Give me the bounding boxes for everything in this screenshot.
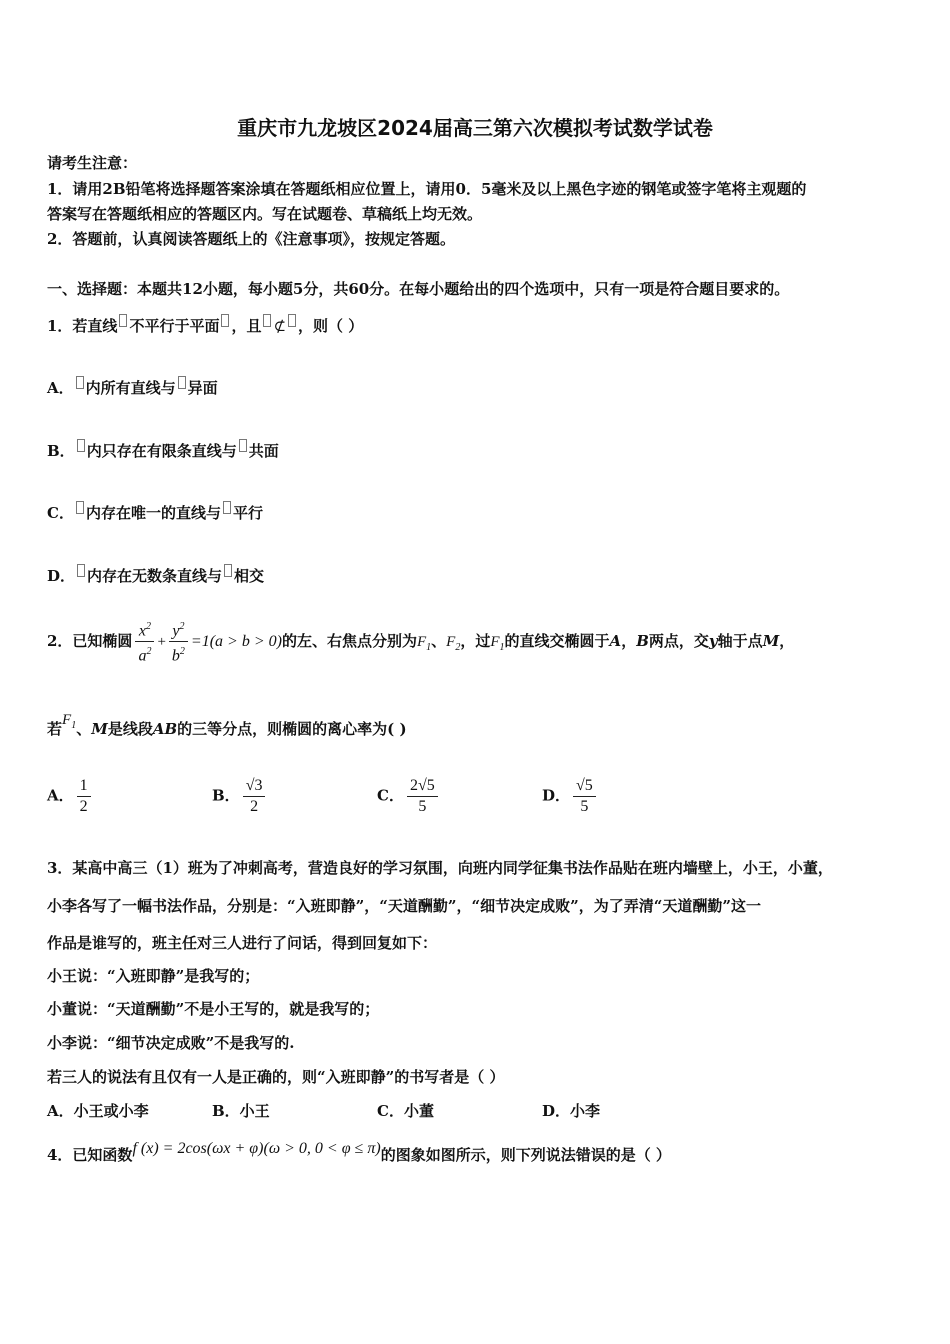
var-f: F bbox=[62, 712, 72, 728]
notice-heading: 请考生注意： bbox=[47, 154, 138, 172]
option-text: 内存在唯一的直线与 bbox=[85, 504, 221, 522]
point-a: A bbox=[609, 631, 622, 650]
q3-option-d: D．小李 bbox=[542, 1102, 601, 1120]
focus-f1: $F_1$ bbox=[490, 633, 505, 653]
option-text: 共面 bbox=[248, 442, 279, 460]
numerator: √3 bbox=[243, 776, 266, 797]
option-label: A． bbox=[47, 786, 74, 805]
q3-line-5: 小董说：“天道酬勤”不是小王写的，就是我写的； bbox=[47, 1000, 380, 1018]
q4-text: 4．已知函数 bbox=[47, 1146, 133, 1164]
missing-glyph-box bbox=[223, 501, 231, 514]
numerator: 2√5 bbox=[407, 776, 438, 797]
denominator: 2 bbox=[79, 798, 88, 815]
numerator: 1 bbox=[77, 776, 91, 797]
q1-text-1: 1．若直线 bbox=[47, 317, 118, 335]
q2-option-d bbox=[542, 776, 599, 817]
missing-glyph-box bbox=[221, 314, 229, 327]
q2-text: 2．已知椭圆 bbox=[47, 631, 133, 650]
denominator: 5 bbox=[418, 798, 427, 815]
q2-text: 的直线交椭圆于 bbox=[504, 631, 610, 650]
point-m: M bbox=[762, 631, 780, 650]
var-b: b bbox=[171, 647, 180, 665]
option-label: D． bbox=[542, 786, 571, 805]
q2-option-a bbox=[47, 776, 94, 817]
missing-glyph-box bbox=[119, 314, 127, 327]
option-label: D． bbox=[47, 567, 76, 585]
q2-sep: 、 bbox=[76, 720, 92, 738]
q1-option-d bbox=[47, 564, 264, 586]
question-1-stem bbox=[47, 314, 363, 336]
q3-line-2: 小李各写了一幅书法作品，分别是：“入班即静”，“天道酬勤”，“细节决定成败”，为了弄清“天道酬勤”这一 bbox=[47, 897, 762, 915]
missing-glyph-box bbox=[76, 376, 84, 389]
q3-line-1: 3．某高中高三（1）班为了冲刺高考，营造良好的学习氛围，向班内同学征集书法作品贴在班内墙壁上，小王，小董， bbox=[47, 859, 833, 877]
option-label: A． bbox=[47, 379, 74, 397]
page-title: 重庆市九龙坡区2024届高三第六次模拟考试数学试卷 bbox=[237, 116, 713, 140]
q1-option-a bbox=[47, 376, 218, 398]
missing-glyph-box bbox=[224, 564, 232, 577]
notice-item-1b: 答案写在答题纸相应的答题区内。写在试题卷、草稿纸上均无效。 bbox=[47, 205, 483, 223]
q1-text-3: ，且 bbox=[231, 317, 262, 335]
var-f: F bbox=[416, 633, 427, 650]
q2-option-b bbox=[212, 776, 268, 817]
q2-text: 轴于点 bbox=[717, 631, 763, 650]
section-heading: 一、选择题：本题共12小题，每小题5分，共60分。在每小题给出的四个选项中，只有一项是符合题目要求的。 bbox=[47, 280, 790, 298]
function-formula: f (x) = 2cos(ωx + φ)(ω > 0, 0 < φ ≤ π) bbox=[132, 1140, 381, 1157]
fraction bbox=[243, 776, 266, 817]
var-y: y bbox=[172, 622, 180, 640]
option-text: 内只存在有限条直线与 bbox=[86, 442, 237, 460]
q4-text: 的图象如图所示，则下列说法错误的是（ ） bbox=[380, 1146, 671, 1164]
q3-line-4: 小王说：“入班即静”是我写的； bbox=[47, 967, 260, 985]
q2-text: 两点，交 bbox=[648, 631, 709, 650]
option-text: 相交 bbox=[234, 567, 265, 585]
missing-glyph-box bbox=[288, 314, 296, 327]
question-4-stem bbox=[47, 1140, 671, 1165]
segment-ab: AB bbox=[152, 720, 178, 738]
ellipse-condition: =1(a > b > 0) bbox=[190, 632, 282, 650]
point-b: B bbox=[636, 631, 649, 650]
option-label: C． bbox=[47, 504, 74, 522]
q2-text: 的三等分点，则椭圆的离心率为( ) bbox=[177, 720, 407, 738]
option-label: B． bbox=[212, 786, 240, 805]
fraction bbox=[77, 776, 91, 817]
notice-item-2: 2．答题前，认真阅读答题纸上的《注意事项》，按规定答题。 bbox=[47, 230, 455, 248]
focus-f1: $F_1$ bbox=[416, 633, 432, 653]
q2-text: 是线段 bbox=[107, 720, 153, 738]
option-label: C． bbox=[377, 786, 404, 805]
q1-option-c bbox=[47, 501, 263, 523]
focus-f2: $F_2$ bbox=[446, 633, 461, 653]
option-text: 内存在无数条直线与 bbox=[87, 567, 223, 585]
q2-option-c bbox=[377, 776, 441, 817]
q3-line-3: 作品是谁写的，班主任对三人进行了问话，得到回复如下： bbox=[47, 934, 438, 952]
option-text: 平行 bbox=[232, 504, 263, 522]
missing-glyph-box bbox=[239, 439, 247, 452]
q3-option-b: B．小王 bbox=[212, 1102, 270, 1120]
q1-text-2: 不平行于平面 bbox=[129, 317, 220, 335]
option-label: B． bbox=[47, 442, 75, 460]
var-x: x bbox=[138, 622, 146, 640]
q2-comma: ， bbox=[621, 631, 637, 650]
missing-glyph-box bbox=[76, 501, 84, 514]
q3-option-c: C．小董 bbox=[377, 1102, 434, 1120]
question-2-stem: 2．已知椭圆 $\frac{x^2}{a^2}$ + $\frac{y^2}{b^2}$ =1(a > b > 0)的左、右焦点分别为$F_1$、$F_2$，过$F_1$的直线交椭圆于A，B两点，交y轴于点M， bbox=[47, 617, 794, 667]
notice-item-1a: 1．请用2B铅笔将选择题答案涂填在答题纸相应位置上，请用0．5毫米及以上黑色字迹的钢笔或签字笔将主观题的 bbox=[47, 180, 807, 198]
q2-text: 的左、右焦点分别为 bbox=[281, 631, 417, 650]
ellipse-fraction-x: $\frac{x^2}{a^2}$ bbox=[135, 617, 154, 667]
fraction bbox=[573, 776, 596, 817]
denominator: 5 bbox=[580, 798, 589, 815]
point-m: M bbox=[91, 720, 108, 738]
option-text: 内所有直线与 bbox=[85, 379, 176, 397]
q3-line-7: 若三人的说法有且仅有一人是正确的，则“入班即静”的书写者是（ ） bbox=[47, 1068, 505, 1086]
numerator: √5 bbox=[573, 776, 596, 797]
var-f: F bbox=[446, 633, 456, 650]
focus-f1: $F_1$ bbox=[62, 712, 77, 731]
option-text: 异面 bbox=[187, 379, 218, 397]
q2-text: ，过 bbox=[460, 631, 491, 650]
q2-sep: 、 bbox=[431, 631, 447, 650]
q3-line-6: 小李说：“细节决定成败”不是我写的. bbox=[47, 1034, 295, 1052]
q1-text-5: ，则（ ） bbox=[298, 317, 364, 335]
var-f: F bbox=[490, 633, 500, 650]
missing-glyph-box bbox=[77, 439, 85, 452]
axis-y: y bbox=[708, 631, 718, 650]
q1-not-subset: ⊄ bbox=[273, 319, 287, 335]
ellipse-fraction-y: $\frac{y^2}{b^2}$ bbox=[169, 617, 188, 667]
fraction bbox=[407, 776, 438, 817]
q1-option-b bbox=[47, 439, 279, 461]
q2-text: 若 bbox=[47, 720, 63, 738]
q3-option-a: A．小王或小李 bbox=[47, 1102, 149, 1120]
missing-glyph-box bbox=[178, 376, 186, 389]
q2-text: ， bbox=[779, 631, 795, 650]
missing-glyph-box bbox=[77, 564, 85, 577]
denominator: 2 bbox=[250, 798, 259, 815]
missing-glyph-box bbox=[263, 314, 271, 327]
var-a: a bbox=[138, 647, 147, 665]
question-2-line-2 bbox=[47, 712, 407, 741]
